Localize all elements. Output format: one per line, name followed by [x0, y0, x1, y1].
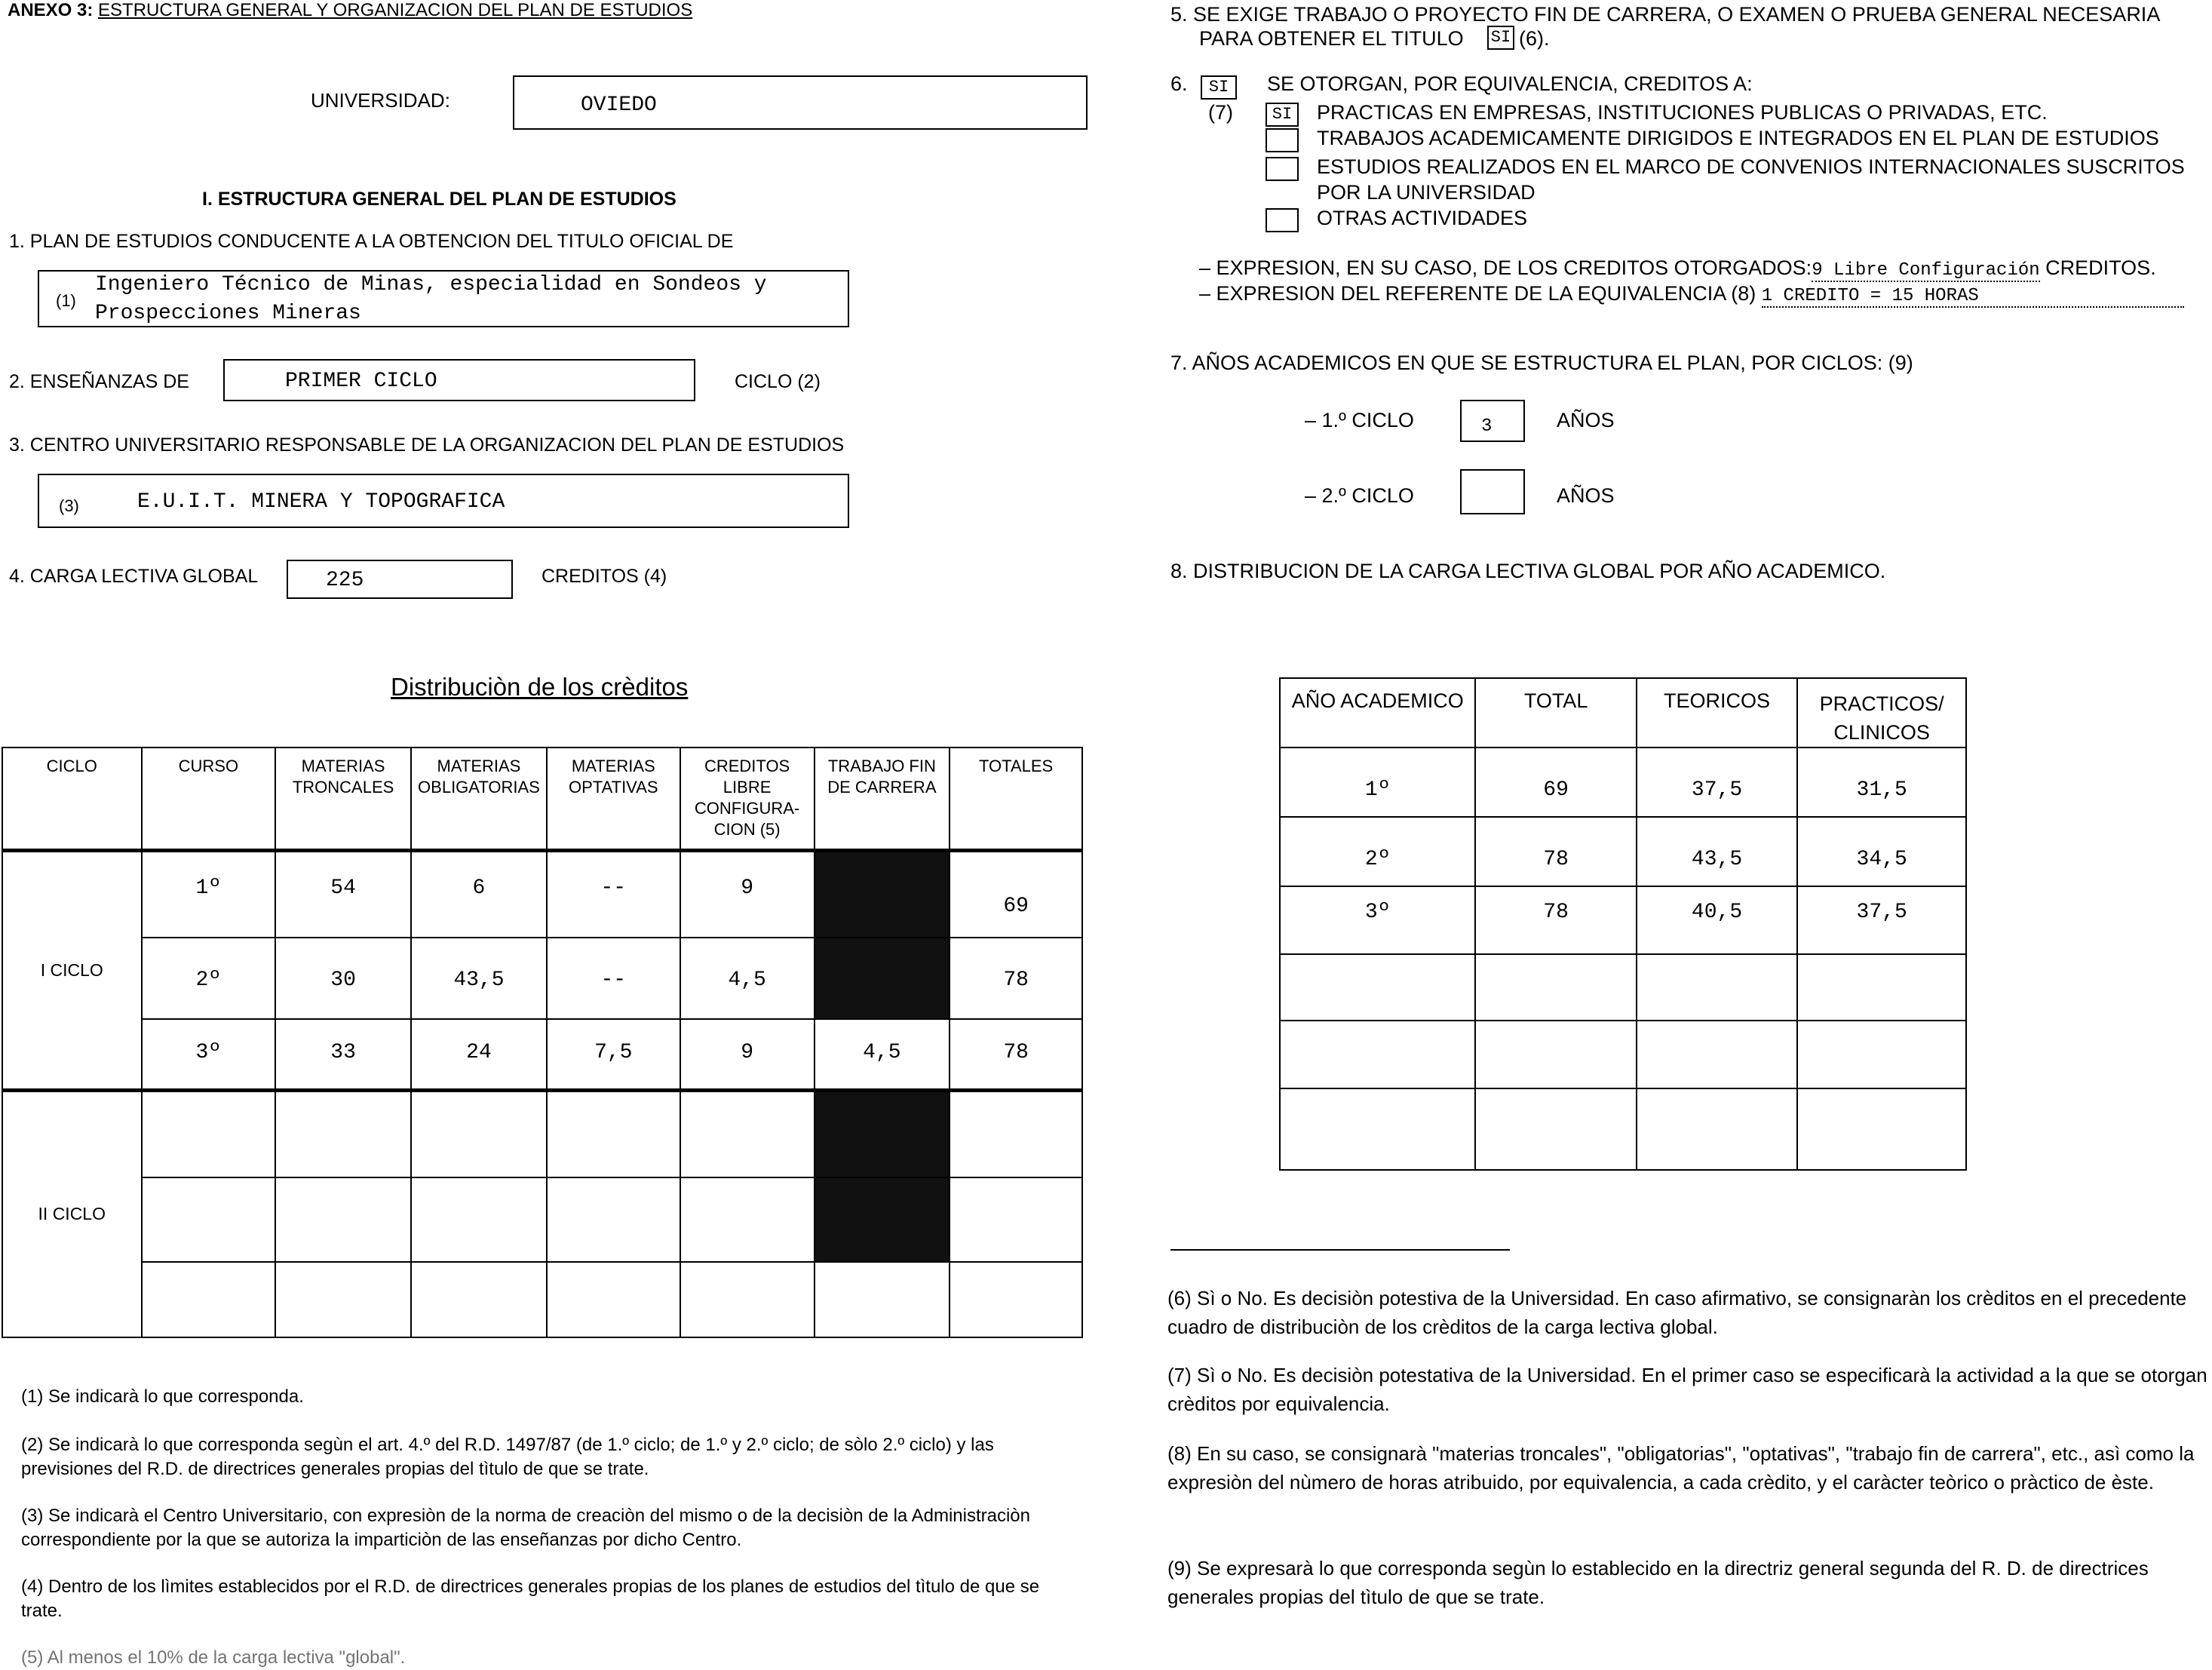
ciclo-1-label: I CICLO [2, 850, 142, 1090]
table-row [2, 850, 1082, 938]
table-cell: 6 [411, 850, 547, 938]
table-cell: 54 [275, 850, 411, 938]
expression-equivalence [1199, 282, 2184, 308]
university-field [513, 75, 1088, 130]
item5-checkbox: SI [1487, 26, 1514, 50]
load-field [287, 560, 513, 599]
table-cell: 24 [411, 1019, 547, 1090]
footnote-7: (7) Sì o No. Es decisiòn potestativa de la Universidad. En el primer caso se especificarà la actividad a la que se otorgan crèditos por equivalencia. [1167, 1364, 2207, 1415]
teaching-field [223, 359, 695, 401]
table-cell: 2º [1280, 817, 1475, 886]
table-cell [275, 1262, 411, 1337]
university-value: OVIEDO [581, 94, 657, 117]
footnote-divider [1170, 1249, 1510, 1251]
table-cell [547, 1262, 680, 1337]
option-convenios-label: ESTUDIOS REALIZADOS EN EL MARCO DE CONVENIOS INTERNACIONALES SUSCRITOS [1317, 155, 2185, 178]
table-cell [815, 1262, 950, 1337]
distribution-title: Distribuciòn de los crèditos [391, 673, 689, 701]
expression-equivalence-value: 1 CREDITO = 15 HORAS [1762, 286, 2184, 308]
footnote-6: (6) Sì o No. Es decisiòn potestiva de la Universidad. En caso afirmativo, se consignaràn los crèditos en el precedente cuadro de distribuciòn de los crèditos de la carga lectiva global. [1167, 1287, 2187, 1338]
center-value: E.U.I.T. MINERA Y TOPOGRAFICA [137, 490, 505, 514]
footnote-4: (4) Dentro de los lìmites establecidos por el R.D. de directrices generales propias de los planes de estudios del tìtulo de que se trate. [21, 1576, 1040, 1621]
shaded-cell [815, 1090, 950, 1177]
option-otras-label: OTRAS ACTIVIDADES [1317, 207, 1528, 229]
table-cell [1475, 1088, 1636, 1170]
table-cell [275, 1090, 411, 1177]
annex-prefix: ANEXO 3: [8, 0, 94, 20]
expression-credits-label: – EXPRESION, EN SU CASO, DE LOS CREDITOS OTORGADOS: [1199, 256, 1812, 279]
option-otras-checkbox [1266, 208, 1299, 232]
item5-note: (6). [1519, 27, 1550, 50]
footnote-2: (2) Se indicarà lo que corresponda segùn el art. 4.º del R.D. 1497/87 (de 1.º ciclo; de 1.º y 2.º ciclo; de sòlo 2.º ciclo) y las previsiones del R.D. de directrices generales propias del tìtulo de que se trate. [21, 1435, 994, 1479]
cycle1-field [1460, 400, 1525, 442]
table-cell: 69 [1475, 748, 1636, 817]
table-cell: 9 [680, 1019, 815, 1090]
table-cell [1797, 954, 1966, 1021]
ciclo-2-label: II CICLO [2, 1090, 142, 1337]
table-cell: 3º [142, 1019, 276, 1090]
table-cell: 3º [1280, 886, 1475, 954]
table-cell: 34,5 [1797, 817, 1966, 886]
table-cell [680, 1090, 815, 1177]
year-header-row [1280, 678, 1966, 748]
table-cell: 43,5 [411, 938, 547, 1019]
load-value: 225 [326, 569, 364, 592]
table-cell: 78 [1475, 886, 1636, 954]
item6-title: SE OTORGAN, POR EQUIVALENCIA, CREDITOS A: [1267, 72, 1753, 95]
table-cell [1280, 1088, 1475, 1170]
item4-label: 4. CARGA LECTIVA GLOBAL [9, 566, 259, 587]
table-cell [1280, 954, 1475, 1021]
cycle2-label: – 2.º CICLO [1305, 484, 1414, 507]
footnote-9: (9) Se expresarà lo que corresponda segùn lo establecido en la directriz general segunda del R. D. de directrices generales propias del tìtulo de que se trate. [1167, 1557, 2149, 1608]
table-cell: 33 [275, 1019, 411, 1090]
table-cell: 4,5 [680, 938, 815, 1019]
table-cell [950, 1262, 1082, 1337]
table-cell [1475, 954, 1636, 1021]
table-row [1280, 1088, 1966, 1170]
table-cell: -- [547, 850, 680, 938]
table-cell [680, 1177, 815, 1262]
header-curso: CURSO [142, 748, 276, 850]
table-cell: 30 [275, 938, 411, 1019]
expression-credits-value: 9 Libre Configuración [1812, 260, 2040, 281]
item2-label: 2. ENSEÑANZAS DE [9, 371, 189, 392]
table-row [2, 1177, 1082, 1262]
option-practicas-checkbox: SI [1266, 103, 1299, 127]
header-libre-configuracion: CREDITOS LIBRE CONFIGURA- CION (5) [680, 748, 815, 850]
table-cell: 4,5 [815, 1019, 950, 1090]
center-field [38, 474, 849, 528]
header-totales: TOTALES [950, 748, 1082, 850]
table-cell: 69 [950, 850, 1082, 938]
footnote-3: (3) Se indicarà el Centro Universitario, con expresiòn de la norma de creaciòn del mismo o de la decisiòn de la Administraciòn correspondiente por la que se autoriza la imparticiòn de las enseñanzas por dicho Centro. [21, 1506, 1030, 1550]
item8-label: 8. DISTRIBUCION DE LA CARGA LECTIVA GLOBAL POR AÑO ACADEMICO. [1170, 560, 1886, 582]
table-row [1280, 886, 1966, 954]
table-cell: 2º [142, 938, 276, 1019]
item6-checkbox: SI [1201, 75, 1237, 100]
table-cell: 78 [1475, 817, 1636, 886]
table-cell: 78 [950, 938, 1082, 1019]
table-cell: -- [547, 938, 680, 1019]
header-ano-academico: AÑO ACADEMICO [1280, 678, 1475, 748]
table-row [2, 938, 1082, 1019]
item6-note: (7) [1208, 101, 1233, 124]
table-row [1280, 1021, 1966, 1088]
cycle2-years: AÑOS [1557, 484, 1615, 507]
table-cell [142, 1177, 276, 1262]
item5-line2: PARA OBTENER EL TITULO [1199, 27, 1464, 50]
annex-title: ESTRUCTURA GENERAL Y ORGANIZACION DEL PLAN DE ESTUDIOS [98, 0, 693, 20]
header-obligatorias: MATERIAS OBLIGATORIAS [411, 748, 547, 850]
table-cell [1797, 1088, 1966, 1170]
footnote-5: (5) Al menos el 10% de la carga lectiva "global". [21, 1647, 406, 1668]
header-practicos: PRACTICOS/ CLINICOS [1797, 678, 1966, 748]
item3-note: (3) [59, 496, 79, 515]
table-cell [1637, 954, 1798, 1021]
footnote-1: (1) Se indicarà lo que corresponda. [21, 1386, 304, 1407]
header-troncales: MATERIAS TRONCALES [275, 748, 411, 850]
shaded-cell [815, 938, 950, 1019]
degree-field [38, 270, 849, 327]
cycle1-value: 3 [1481, 416, 1493, 437]
header-optativas: MATERIAS OPTATIVAS [547, 748, 680, 850]
table-cell [411, 1090, 547, 1177]
item2-suffix: CICLO (2) [735, 371, 821, 392]
header-ciclo: CICLO [2, 748, 142, 850]
degree-value-line1: Ingeniero Técnico de Minas, especialidad en Sondeos y [95, 273, 767, 296]
table-cell [950, 1090, 1082, 1177]
credits-table [2, 747, 1083, 1338]
shaded-cell [815, 850, 950, 938]
table-row [1280, 954, 1966, 1021]
table-row [2, 1262, 1082, 1337]
option-trabajos-label: TRABAJOS ACADEMICAMENTE DIRIGIDOS E INTEGRADOS EN EL PLAN DE ESTUDIOS [1317, 127, 2159, 149]
table-cell [680, 1262, 815, 1337]
table-row [2, 1090, 1082, 1177]
header-teoricos: TEORICOS [1637, 678, 1798, 748]
table-cell: 40,5 [1637, 886, 1798, 954]
table-cell: 31,5 [1797, 748, 1966, 817]
header-trabajo-fin: TRABAJO FIN DE CARRERA [815, 748, 950, 850]
degree-value-line2: Prospecciones Mineras [95, 302, 361, 325]
cycle1-label: – 1.º CICLO [1305, 409, 1414, 431]
cycle2-field [1460, 469, 1525, 514]
item4-suffix: CREDITOS (4) [541, 566, 667, 587]
table-row [1280, 748, 1966, 817]
year-table [1279, 677, 1967, 1171]
item3-label: 3. CENTRO UNIVERSITARIO RESPONSABLE DE LA ORGANIZACION DEL PLAN DE ESTUDIOS [9, 434, 845, 456]
table-cell: 9 [680, 850, 815, 938]
table-cell [1475, 1021, 1636, 1088]
table-cell [1637, 1021, 1798, 1088]
teaching-value: PRIMER CICLO [285, 370, 437, 393]
table-cell [1797, 1021, 1966, 1088]
section-title: I. ESTRUCTURA GENERAL DEL PLAN DE ESTUDIOS [202, 189, 676, 210]
option-convenios-continuation: POR LA UNIVERSIDAD [1317, 181, 1536, 204]
table-cell [950, 1177, 1082, 1262]
table-row [2, 1019, 1082, 1090]
option-trabajos-checkbox [1266, 128, 1299, 152]
item5-line1: 5. SE EXIGE TRABAJO O PROYECTO FIN DE CARRERA, O EXAMEN O PRUEBA GENERAL NECESARIA [1170, 3, 2161, 26]
table-cell [1637, 1088, 1798, 1170]
table-cell [1280, 1021, 1475, 1088]
table-cell: 43,5 [1637, 817, 1798, 886]
expression-equivalence-label: – EXPRESION DEL REFERENTE DE LA EQUIVALENCIA (8) [1199, 282, 1756, 305]
table-cell: 1º [1280, 748, 1475, 817]
table-cell [547, 1090, 680, 1177]
option-convenios-checkbox [1266, 157, 1299, 181]
footnote-8: (8) En su caso, se consignarà "materias troncales", "obligatorias", "optativas", "trabajo fin de carrera", etc., asì como la expresiòn del nùmero de horas atribuido, por equivalencia, a cada crèdito, y el caràcter teòrico o pràctico de èste. [1167, 1442, 2195, 1493]
table-cell [142, 1262, 276, 1337]
cycle1-years: AÑOS [1557, 409, 1615, 431]
university-label: UNIVERSIDAD: [311, 89, 450, 112]
table-cell: 37,5 [1637, 748, 1798, 817]
table-cell [411, 1177, 547, 1262]
table-cell [411, 1262, 547, 1337]
table-cell: 1º [142, 850, 276, 938]
option-practicas-label: PRACTICAS EN EMPRESAS, INSTITUCIONES PUBLICAS O PRIVADAS, ETC. [1317, 101, 2048, 124]
table-cell: 37,5 [1797, 886, 1966, 954]
expression-credits [1199, 256, 2156, 282]
item6-number: 6. [1170, 72, 1188, 95]
annex-heading [8, 0, 692, 21]
credits-header-row [2, 748, 1082, 850]
header-total: TOTAL [1475, 678, 1636, 748]
item1-note: (1) [56, 291, 76, 310]
shaded-cell [815, 1177, 950, 1262]
table-cell [142, 1090, 276, 1177]
table-cell [275, 1177, 411, 1262]
table-cell: 78 [950, 1019, 1082, 1090]
item1-label: 1. PLAN DE ESTUDIOS CONDUCENTE A LA OBTENCION DEL TITULO OFICIAL DE [9, 231, 734, 252]
expression-credits-suffix: CREDITOS. [2045, 256, 2156, 279]
item7-label: 7. AÑOS ACADEMICOS EN QUE SE ESTRUCTURA EL PLAN, POR CICLOS: (9) [1170, 351, 1913, 374]
table-cell [547, 1177, 680, 1262]
table-cell: 7,5 [547, 1019, 680, 1090]
table-row [1280, 817, 1966, 886]
